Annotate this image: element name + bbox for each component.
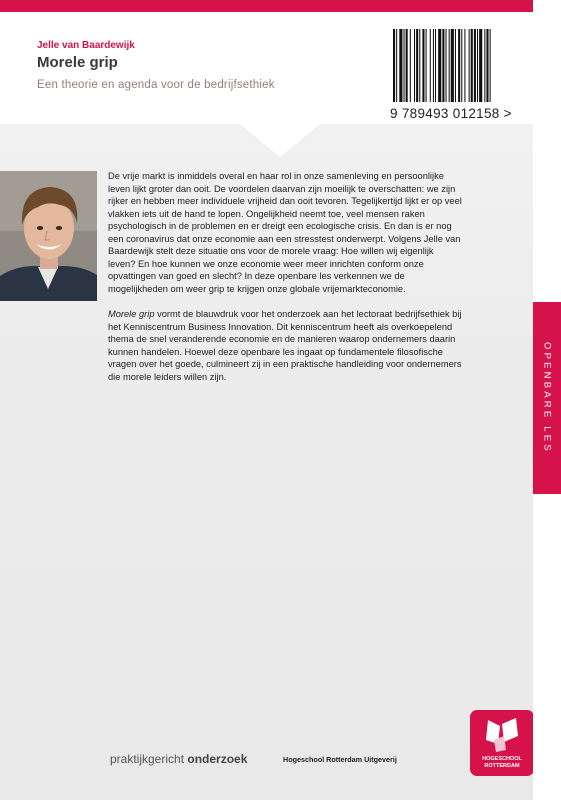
series-name — [110, 752, 247, 766]
logo-line-1: HOGESCHOOL — [482, 756, 522, 762]
blurb-title-italic: Morele grip — [108, 308, 155, 319]
logo-emblem-icon — [470, 710, 533, 756]
logo-text — [476, 756, 528, 769]
author-name: Jelle van Baardewijk — [37, 40, 135, 51]
author-photo — [0, 171, 97, 301]
book-subtitle: Een theorie en agenda voor de bedrijfsethiek — [37, 79, 275, 91]
isbn-digits: 9 789493 012158 — [390, 106, 500, 121]
openbare-les-tab — [533, 302, 561, 494]
isbn-number — [390, 106, 512, 121]
top-accent-bar — [0, 0, 533, 12]
blurb-paragraph-2-text: vormt de blauwdruk voor het onderzoek aan het lectoraat bedrijfsethiek bij het Kenniscentrum Business Innovation. Dit kenniscentrum heeft als overkoepelend thema de snel veranderende economie en de manieren waarop ondernemers daarin kunnen handelen. Hoewel deze openbare les ingaat op fundamentele filosofische vragen over het goede, culmineert zij in een praktische handleiding voor ondernemers die morele leiders willen zijn. — [108, 308, 462, 382]
logo-line-2: ROTTERDAM — [484, 762, 520, 769]
series-name-bold: onderzoek — [187, 752, 248, 766]
book-title: Morele grip — [37, 54, 118, 71]
blurb-text — [108, 170, 463, 396]
blurb-paragraph-1: De vrije markt is inmiddels overal en haar rol in onze samenleving en persoonlijke leven lijkt groter dan ooit. De voordelen daarvan zijn moeilijk te overschatten: we zijn rijker en hebben meer individuele vrijheid dan ooit tevoren. Tegelijkertijd lijkt er op veel vlakken iets uit de hand te lopen. Ongelijkheid neemt toe, veel mensen raken psychologisch in de problemen en er dreigt een ecologische crisis. En dan is er nog een coronavirus dat onze economie aan een stresstest onderwerpt. Volgens Jelle van Baardewijk stelt deze situatie ons voor de morele vraag: Hoe willen wij eigenlijk leven? En hoe kunnen we onze economie weer meer inrichten conform onze opvattingen van goed en slecht? In deze openbare les verkennen we de mogelijkheden om weer grip te krijgen onze globale vrijemarkteconomie. — [108, 171, 462, 294]
isbn-barcode — [393, 29, 518, 102]
blurb-paragraph-2 — [108, 308, 463, 383]
side-tab-label: OPENBARE LES — [541, 342, 553, 454]
series-name-light: praktijkgericht — [110, 752, 188, 766]
isbn-marker: > — [503, 106, 512, 121]
hogeschool-rotterdam-logo — [470, 710, 533, 776]
publisher-name: Hogeschool Rotterdam Uitgeverij — [283, 755, 397, 764]
